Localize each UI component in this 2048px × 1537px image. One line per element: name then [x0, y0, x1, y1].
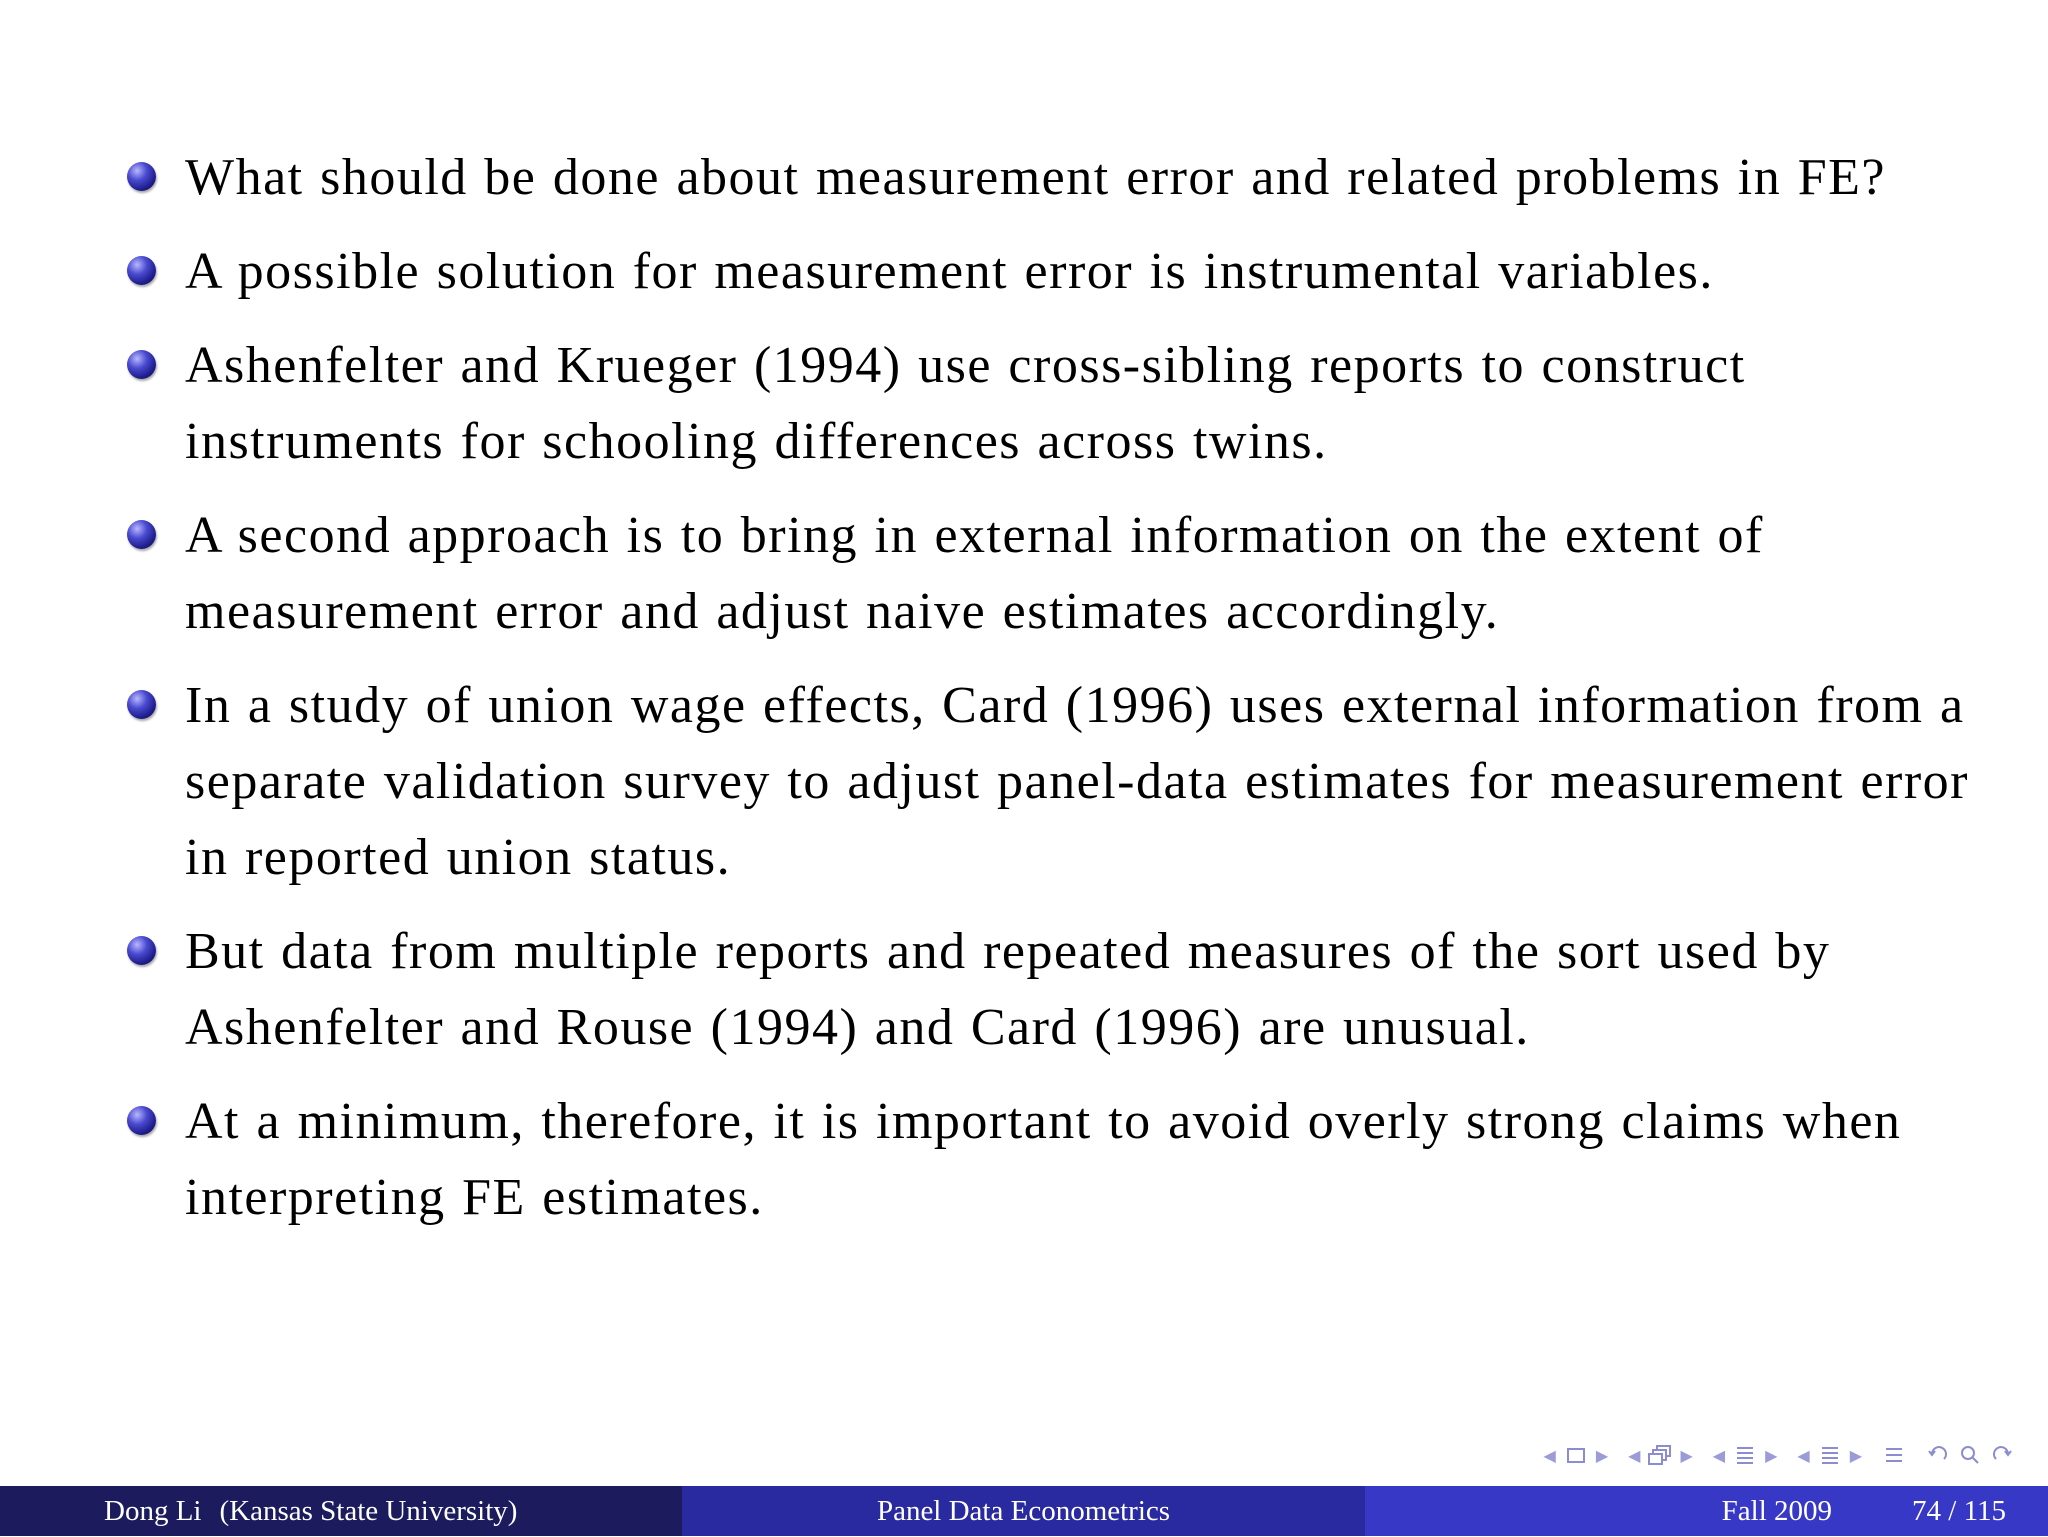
nav-right-arrow-icon[interactable]: ▶: [1765, 1445, 1778, 1465]
bullet-text: A possible solution for measurement error is instrumental variables.: [185, 243, 1714, 300]
bullet-item: [125, 914, 1985, 1066]
subsection-nav-icon[interactable]: [1648, 1445, 1672, 1465]
bullet-ball-icon: [127, 936, 156, 965]
bullet-ball-icon: [127, 256, 156, 285]
frame-nav-icon[interactable]: [1564, 1445, 1588, 1465]
bullet-item: [125, 234, 1985, 310]
slide-nav[interactable]: [1797, 1445, 1862, 1465]
bullet-item: [125, 140, 1985, 216]
bullet-text: At a minimum, therefore, it is important to avoid overly strong claims when interpreting FE estimates.: [185, 1093, 1902, 1226]
bullet-list: [125, 140, 1985, 1236]
nav-right-arrow-icon[interactable]: ▶: [1680, 1445, 1693, 1465]
slide-body: [125, 140, 1985, 1254]
bullet-item: [125, 498, 1985, 650]
back-icon[interactable]: [1926, 1445, 1950, 1465]
frame-nav[interactable]: [1544, 1445, 1609, 1465]
footer-page-number: 74 / 115: [1912, 1494, 2006, 1527]
footer-date-section: [1365, 1486, 2048, 1536]
section-nav[interactable]: [1713, 1445, 1778, 1465]
slide-nav-icon[interactable]: [1818, 1445, 1842, 1465]
bullet-item: [125, 668, 1985, 896]
bullet-text: A second approach is to bring in external information on the extent of measurement error and adjust naive estimates accordingly.: [185, 507, 1764, 640]
bullet-text: In a study of union wage effects, Card (1996) uses external information from a separate validation survey to adjust panel-data estimates for measurement error in reported union status.: [185, 677, 1969, 886]
nav-right-arrow-icon[interactable]: ▶: [1849, 1445, 1862, 1465]
subsection-nav[interactable]: [1628, 1445, 1693, 1465]
bullet-ball-icon: [127, 1106, 156, 1135]
footer-title-section: [682, 1486, 1365, 1536]
bullet-ball-icon: [127, 690, 156, 719]
navigation-symbols: [1544, 1438, 2029, 1472]
bullet-ball-icon: [127, 520, 156, 549]
section-nav-icon[interactable]: [1733, 1445, 1757, 1465]
bullet-text: But data from multiple reports and repeated measures of the sort used by Ashenfelter and Rouse (1994) and Card (1996) are unusual.: [185, 923, 1831, 1056]
outline-nav[interactable]: [1882, 1445, 1906, 1465]
bullet-text: Ashenfelter and Krueger (1994) use cross-sibling reports to construct instruments for schooling differences across twins.: [185, 337, 1746, 470]
footer-date: Fall 2009: [1721, 1494, 1833, 1527]
nav-left-arrow-icon[interactable]: ◀: [1628, 1445, 1641, 1465]
bullet-text: What should be done about measurement error and related problems in FE?: [185, 149, 1886, 206]
bullet-item: [125, 1084, 1985, 1236]
search-nav[interactable]: [1926, 1445, 2014, 1465]
nav-right-arrow-icon[interactable]: ▶: [1595, 1445, 1609, 1465]
forward-icon[interactable]: [1990, 1445, 2014, 1465]
nav-left-arrow-icon[interactable]: ◀: [1543, 1445, 1556, 1465]
footer-author: Dong Li: [104, 1494, 202, 1527]
outline-icon[interactable]: [1882, 1445, 1906, 1465]
nav-left-arrow-icon[interactable]: ◀: [1797, 1445, 1810, 1465]
footer-institute: (Kansas State University): [219, 1494, 518, 1527]
search-icon[interactable]: [1958, 1445, 1982, 1465]
footer-author-section: [0, 1486, 682, 1536]
footer-title: Panel Data Econometrics: [876, 1494, 1171, 1527]
bullet-ball-icon: [127, 162, 156, 191]
bullet-item: [125, 328, 1985, 480]
bullet-ball-icon: [127, 350, 156, 379]
footer: [0, 1486, 2048, 1536]
nav-left-arrow-icon[interactable]: ◀: [1712, 1445, 1726, 1465]
